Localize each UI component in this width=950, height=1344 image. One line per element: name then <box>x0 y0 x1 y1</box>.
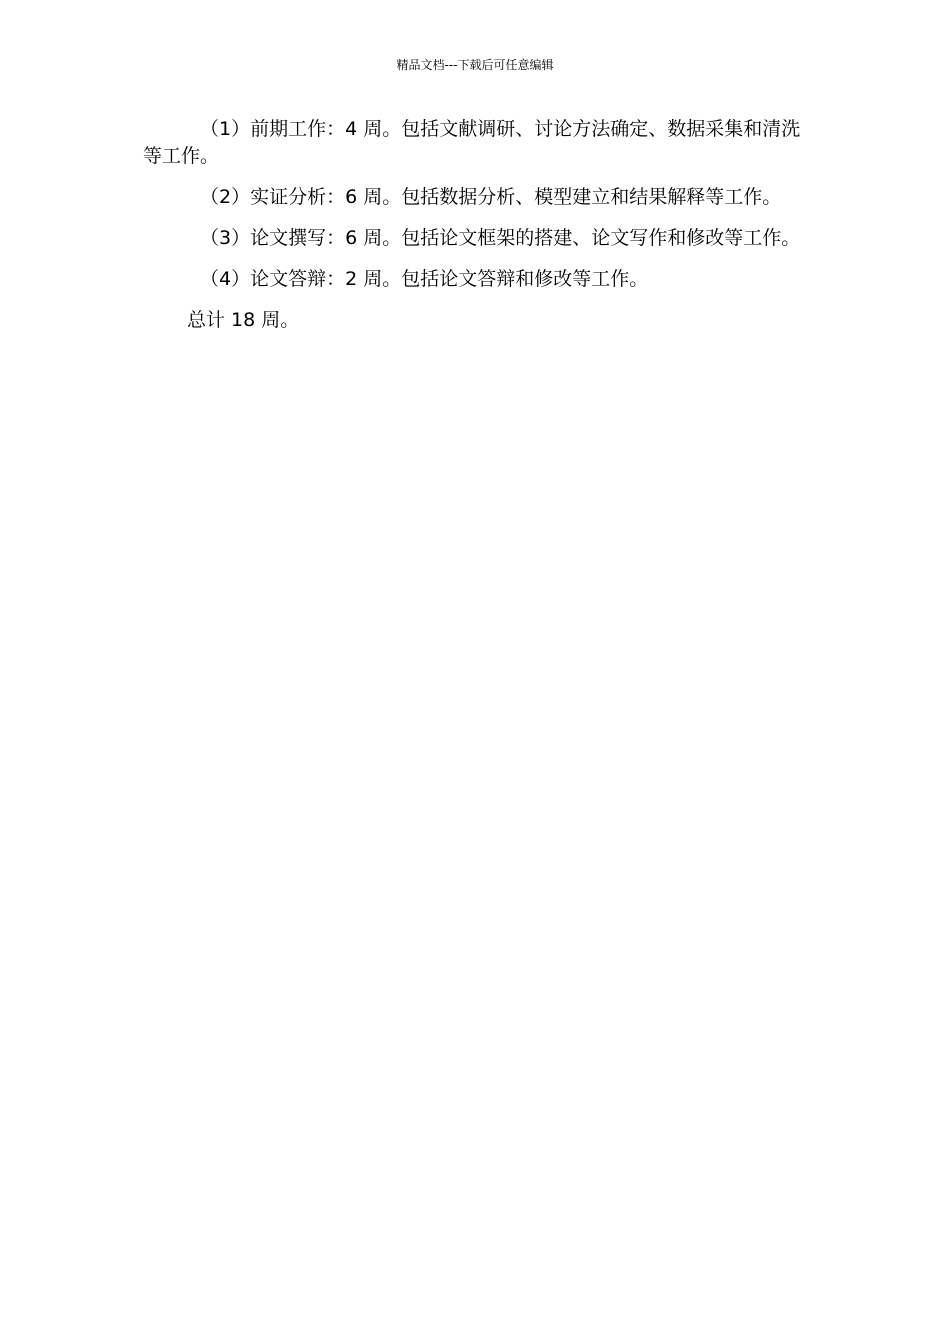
schedule-item-4: （4）论文答辩：2 周。包括论文答辩和修改等工作。 <box>200 268 649 290</box>
schedule-item-2: （2）实证分析：6 周。包括数据分析、模型建立和结果解释等工作。 <box>200 186 782 208</box>
schedule-item-1: （1）前期工作：4 周。包括文献调研、讨论方法确定、数据采集和清洗等工作。 <box>143 118 801 167</box>
schedule-item-3: （3）论文撰写：6 周。包括论文框架的搭建、论文写作和修改等工作。 <box>200 227 801 249</box>
schedule-total: 总计 18 周。 <box>187 309 300 331</box>
page-header: 精品文档---下载后可任意编辑 <box>396 58 554 72</box>
document-body <box>143 116 808 348</box>
